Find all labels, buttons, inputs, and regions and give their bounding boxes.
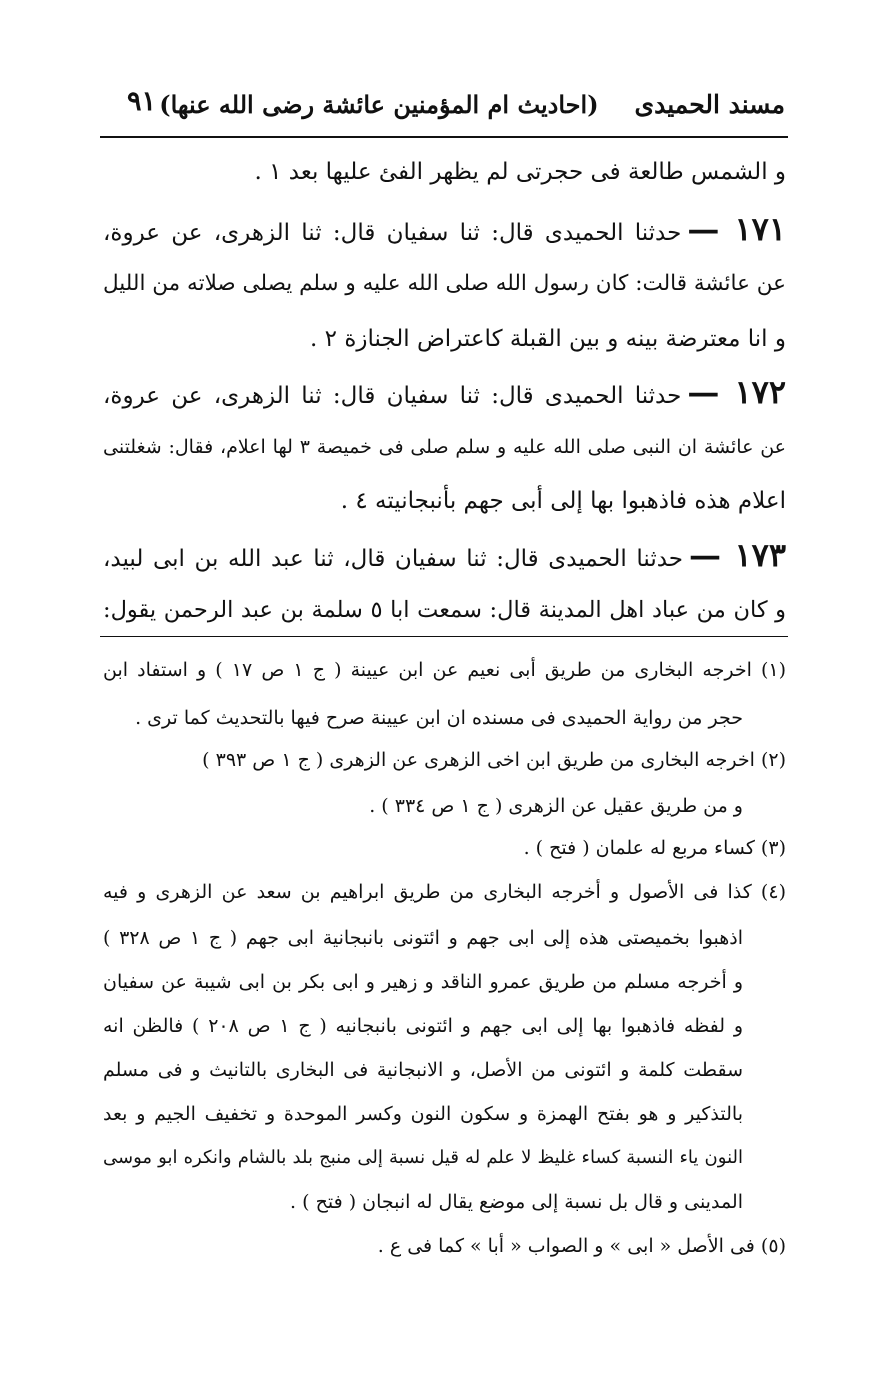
footnote-4-line-6: بالتذكير و هو بفتح الهمزة و سكون النون وكسر الموحدة و تخفيف الجيم و بعد — [103, 1103, 743, 1125]
footnote-1-line-1: (١) اخرجه البخارى من طريق أبى نعيم عن ابن عيينة ( ج ١ ص ١٧ ) و استفاد ابن — [103, 659, 786, 681]
body-line: حدثنا الحميدى قال: ثنا سفيان قال: ثنا الزهرى، عن عروة، — [103, 220, 682, 246]
footnote-4-line-5: سقطت كلمة و ائتونى من الأصل، و الانبجانية فى البخارى بالتانيث و فى مسلم — [103, 1059, 743, 1081]
hadith-number: ١٧٣ — — [689, 536, 787, 574]
body-line: و انا معترضة بينه و بين القبلة كاعتراض الجنازة ٢ . — [310, 326, 786, 352]
header-rule — [100, 136, 788, 138]
footnote-1-line-2: حجر من رواية الحميدى فى مسنده ان ابن عيينة صرح فيها بالتحديث كما ترى . — [135, 707, 743, 729]
chapter-title: (احاديث ام المؤمنين عائشة رضى الله عنها) — [159, 89, 599, 119]
footnote-4-line-4: و لفظه فاذهبوا بها إلى ابى جهم و ائتونى بانبجانيه ( ج ١ ص ٢٠٨ ) فالظن انه — [103, 1015, 744, 1037]
running-header — [105, 84, 785, 124]
footnote-4-line-1: (٤) كذا فى الأصول و أخرجه البخارى من طريق ابراهيم بن سعد عن الزهرى و فيه — [103, 881, 786, 903]
footnote-2-line-1: (٢) اخرجه البخارى من طريق ابن اخى الزهرى عن الزهرى ( ج ١ ص ٣٩٣ ) — [202, 749, 786, 771]
hadith-173-line-1 — [103, 536, 787, 574]
body-line: عن عائشة قالت: كان رسول الله صلى الله عليه و سلم يصلى صلاته من الليل — [103, 271, 786, 296]
body-line: و كان من عباد اهل المدينة قال: سمعت ابا ٥ سلمة بن عبد الرحمن يقول: — [103, 597, 786, 623]
book-title: مسند الحميدى — [634, 89, 785, 119]
body-line: عن عائشة ان النبى صلى الله عليه و سلم صلى فى خميصة ٣ لها اعلام، فقال: شغلتنى — [103, 436, 786, 458]
page-number: ٩١ — [127, 86, 157, 117]
footnote-4-line-3: و أخرجه مسلم من طريق عمرو الناقد و زهير و ابى بكر بن ابى شيبة عن سفيان — [103, 971, 743, 993]
body-line: حدثنا الحميدى قال: ثنا سفيان قال: ثنا الزهرى، عن عروة، — [103, 383, 682, 409]
hadith-172-line-1 — [103, 373, 786, 411]
footnote-4-line-8: المدينى و قال بل نسبة إلى موضع يقال له انبجان ( فتح ) . — [290, 1191, 743, 1213]
footnote-2-line-2: و من طريق عقيل عن الزهرى ( ج ١ ص ٣٣٤ ) . — [369, 795, 743, 817]
footnote-rule — [100, 636, 788, 637]
hadith-number: ١٧٢ — — [687, 373, 786, 411]
hadith-171-line-1 — [103, 210, 786, 248]
footnote-4-line-7: النون ياء النسبة كساء غليظ لا علم له قيل نسبة إلى منبج بلد بالشام وانكره ابو موسى — [103, 1147, 743, 1168]
body-line: حدثنا الحميدى قال: ثنا سفيان قال، ثنا عبد الله بن ابى لبيد، — [103, 546, 684, 572]
footnote-3-line-1: (٣) كساء مربع له علمان ( فتح ) . — [523, 837, 786, 859]
hadith-number: ١٧١ — — [687, 210, 786, 248]
footnote-4-line-2: اذهبوا بخميصتى هذه إلى ابى جهم و ائتونى بانبجانية ابى جهم ( ج ١ ص ٣٢٨ ) — [103, 927, 744, 949]
body-line: اعلام هذه فاذهبوا بها إلى أبى جهم بأنبجانيته ٤ . — [340, 488, 786, 514]
footnote-5-line-1: (٥) فى الأصل « ابى » و الصواب « أبا » كما فى ع . — [377, 1235, 786, 1257]
body-line: و الشمس طالعة فى حجرتى لم يظهر الفئ عليها بعد ١ . — [254, 159, 786, 185]
